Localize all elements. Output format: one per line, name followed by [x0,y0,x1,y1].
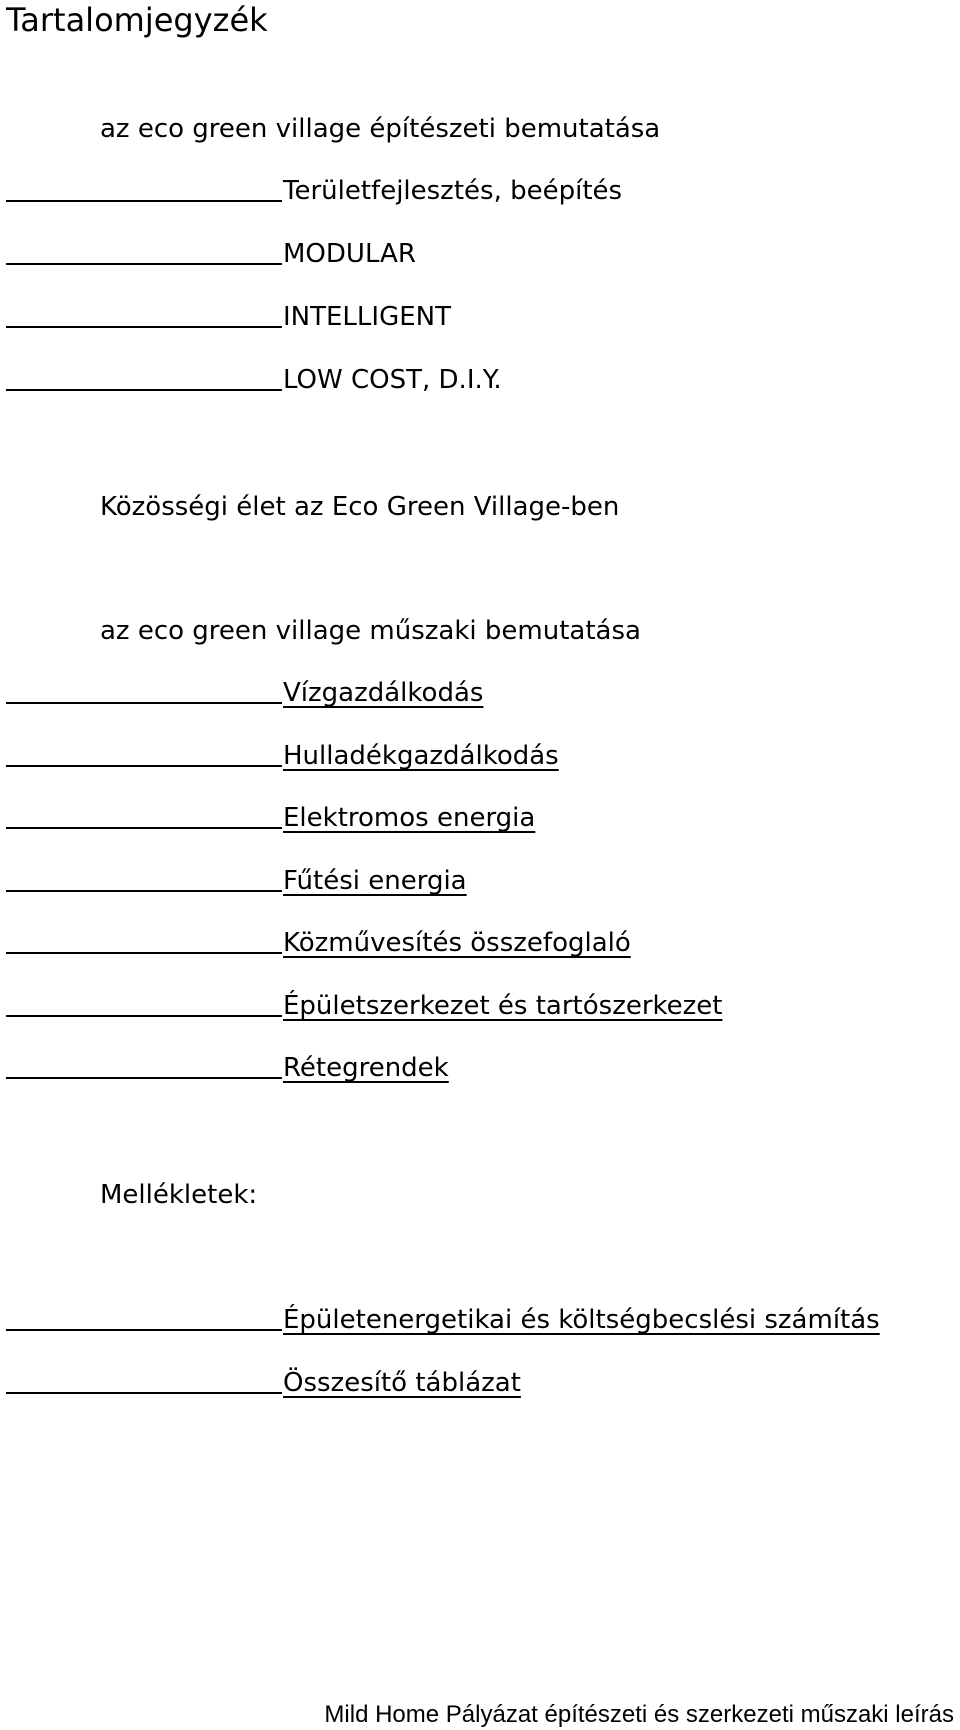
toc-entry[interactable] [0,296,940,336]
toc-entry-label: Összesítő táblázat [283,1368,521,1398]
leader-line [6,890,282,892]
section-heading-architecture: az eco green village építészeti bemutatása [100,114,661,144]
section-heading-technical: az eco green village műszaki bemutatása [100,616,641,646]
toc-entry-label: Vízgazdálkodás [283,678,484,708]
toc-entry-label: Elektromos energia [283,803,536,833]
toc-entry[interactable] [0,170,940,210]
leader-line [6,702,282,704]
toc-entry[interactable] [0,672,940,712]
toc-entry-label: Közművesítés összefoglaló [283,928,631,958]
toc-entry-label: MODULAR [283,239,416,269]
toc-entry-label: Épületszerkezet és tartószerkezet [283,991,723,1021]
toc-entry[interactable] [0,922,940,962]
section-heading-community: Közösségi élet az Eco Green Village-ben [100,492,620,522]
toc-entry[interactable] [0,797,940,837]
toc-entry-label: Hulladékgazdálkodás [283,741,559,771]
toc-entry[interactable] [0,860,940,900]
toc-entry[interactable] [0,1047,940,1087]
page-title: Tartalomjegyzék [6,1,268,39]
leader-line [6,200,282,202]
toc-entry[interactable] [0,1299,940,1339]
toc-entry-label: Rétegrendek [283,1053,449,1083]
toc-entry[interactable] [0,233,940,273]
toc-entry[interactable] [0,359,940,399]
leader-line [6,326,282,328]
leader-line [6,1015,282,1017]
leader-line [6,389,282,391]
leader-line [6,1329,282,1331]
leader-line [6,1077,282,1079]
toc-entry-label: INTELLIGENT [283,302,451,332]
leader-line [6,263,282,265]
toc-entry-label: Fűtési energia [283,866,467,896]
toc-entry-label: LOW COST, D.I.Y. [283,365,502,395]
section-heading-appendices: Mellékletek: [100,1180,258,1210]
toc-entry[interactable] [0,985,940,1025]
page-footer: Mild Home Pályázat építészeti és szerkezeti műszaki leírás [324,1701,954,1728]
leader-line [6,765,282,767]
toc-entry-label: Területfejlesztés, beépítés [283,176,623,206]
leader-line [6,827,282,829]
leader-line [6,1392,282,1394]
toc-entry[interactable] [0,1362,940,1402]
toc-entry[interactable] [0,735,940,775]
leader-line [6,952,282,954]
toc-entry-label: Épületenergetikai és költségbecslési számítás [283,1305,880,1335]
